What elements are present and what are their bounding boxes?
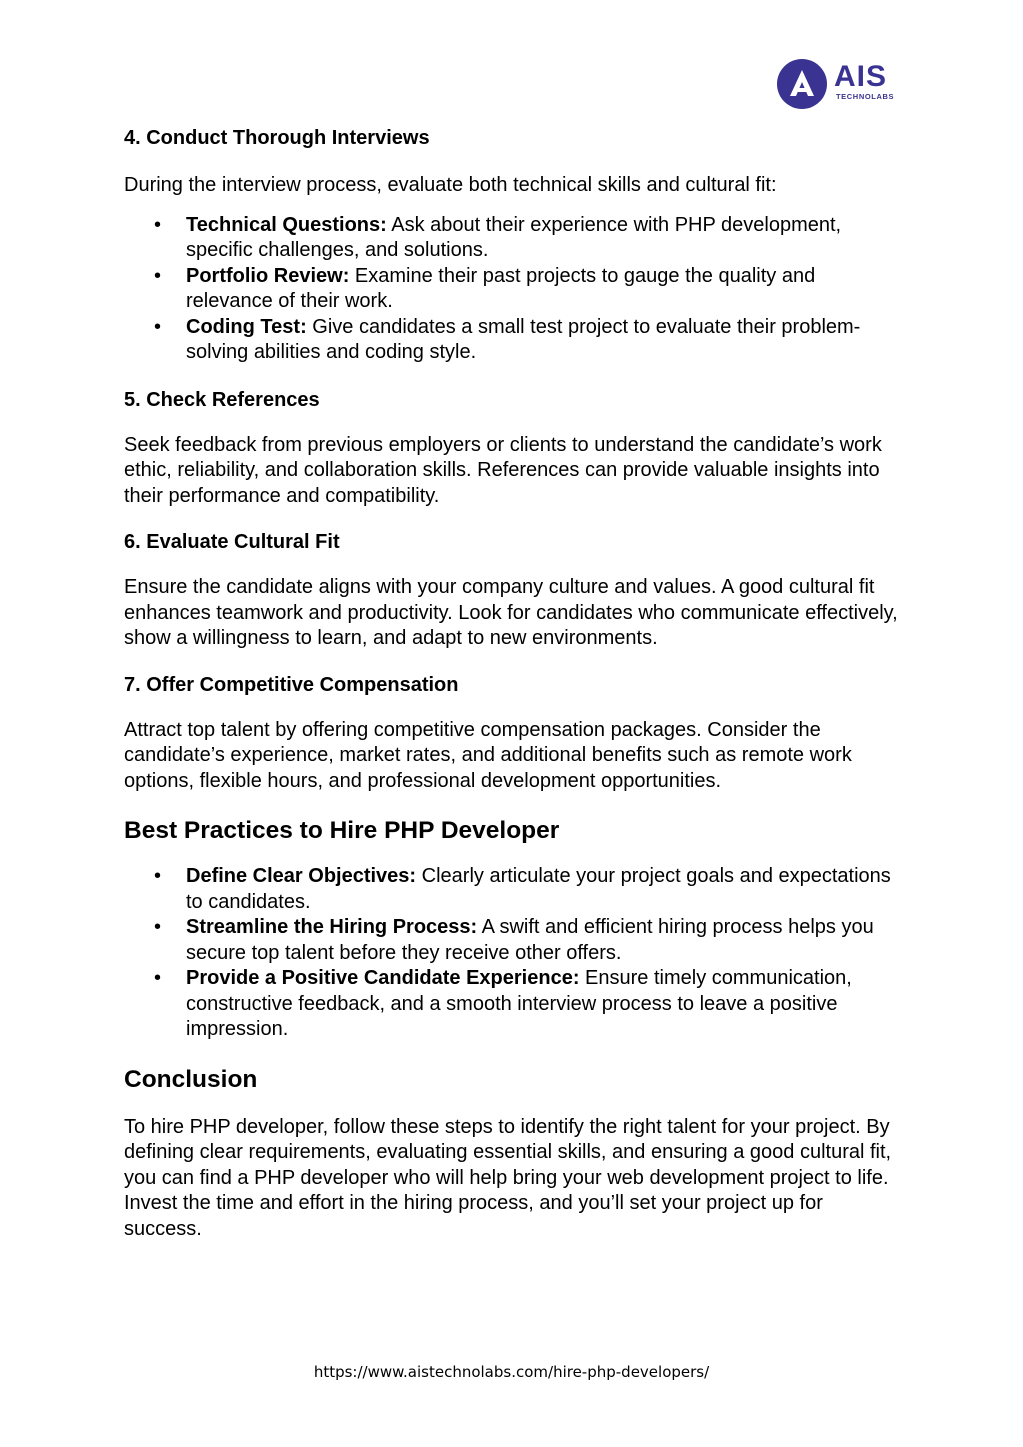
list-item (124, 966, 904, 1043)
list-item-text: Give candidates a small test project to evaluate their problem-solving abilities and coding style. (186, 315, 861, 363)
conclusion-text: To hire PHP developer, follow these steps to identify the right talent for your project. By defining clear requirements, evaluating essential skills, and ensuring a good cultural fit, you can find a PHP developer who will help bring your web development project to life. Invest the time and effort in the hiring process, and you’ll set your project up for success. (124, 1115, 892, 1240)
logo-mark-icon (776, 58, 832, 110)
list-item (124, 864, 904, 915)
logo-subtext: TECHNOLABS (836, 92, 895, 101)
list-item (124, 315, 904, 366)
list-item (124, 213, 904, 264)
list-item-label: Streamline the Hiring Process: (186, 916, 478, 938)
list-item (124, 264, 904, 315)
list-item-text: Ask about their experience with PHP development, specific challenges, and solutions. (186, 213, 842, 261)
list-item (124, 915, 904, 966)
list-item-label: Provide a Positive Candidate Experience: (186, 967, 580, 989)
section-5-heading: 5. Check References (124, 388, 320, 411)
document-body (124, 126, 904, 1242)
best-practices-heading: Best Practices to Hire PHP Developer (124, 817, 560, 844)
list-item-text: Examine their past projects to gauge the quality and relevance of their work. (186, 264, 816, 312)
section-5-text: Seek feedback from previous employers or clients to understand the candidate’s work ethic, reliability, and collaboration skills. References can provide valuable insights into their performance and compatibility. (124, 433, 882, 507)
section-4-heading: 4. Conduct Thorough Interviews (124, 127, 430, 149)
section-6-heading: 6. Evaluate Cultural Fit (124, 531, 340, 553)
list-item-label: Coding Test: (186, 315, 307, 338)
list-item-label: Define Clear Objectives: (186, 865, 417, 887)
conclusion-heading: Conclusion (124, 1065, 258, 1093)
section-4-list (124, 213, 904, 366)
section-6-text: Ensure the candidate aligns with your company culture and values. A good cultural fit enhances teamwork and productivity. Look for candidates who communicate effectively, show a willingness to learn, and adapt to new environments. (124, 576, 898, 649)
footer-url: https://www.aistechnolabs.com/hire-php-developers/ (313, 1363, 710, 1381)
logo-text: AIS (834, 60, 888, 93)
list-item-label: Portfolio Review: (186, 264, 350, 287)
section-7-heading: 7. Offer Competitive Compensation (124, 673, 459, 696)
company-logo (776, 58, 902, 110)
list-item-text: Ensure timely communication, constructive feedback, and a smooth interview process to leave a positive impression. (186, 967, 852, 1040)
section-4-intro: During the interview process, evaluate both technical skills and cultural fit: (124, 174, 777, 196)
list-item-text: Clearly articulate your project goals and expectations to candidates. (186, 865, 891, 913)
list-item-text: A swift and efficient hiring process helps you secure top talent before they receive other offers. (186, 916, 874, 964)
section-7-text: Attract top talent by offering competitive compensation packages. Consider the candidate’s experience, market rates, and additional benefits such as remote work options, flexible hours, and professional development opportunities. (124, 718, 852, 792)
best-practices-list (124, 864, 904, 1043)
list-item-label: Technical Questions: (186, 213, 387, 236)
